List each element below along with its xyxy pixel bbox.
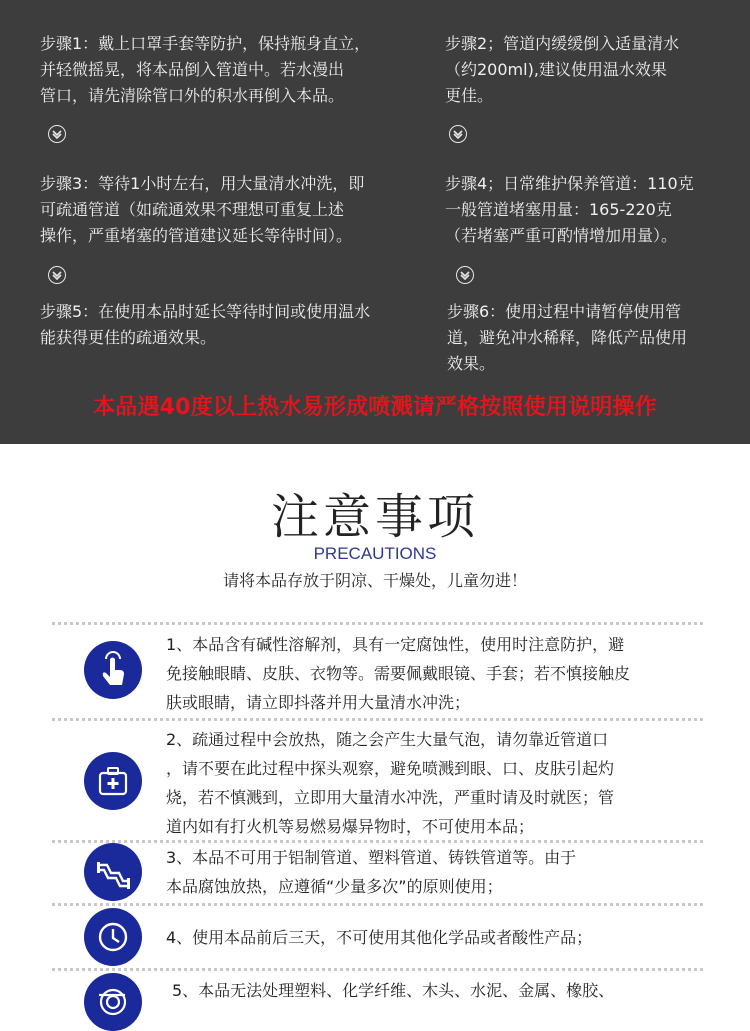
step-3-line: 步骤3：等待1小时左右，用大量清水冲洗，即 bbox=[40, 174, 365, 193]
precaution-5 bbox=[172, 976, 717, 1005]
step-5-line: 能获得更佳的疏通效果。 bbox=[40, 328, 217, 347]
step-6-line: 道，避免冲水稀释，降低产品使用 bbox=[447, 328, 688, 347]
step-1 bbox=[40, 31, 440, 109]
step-1-line: 并轻微摇晃，将本品倒入管道中。若水漫出 bbox=[40, 60, 345, 79]
precaution-line: 2、疏通过程中会放热，随之会产生大量气泡，请勿靠近管道口 bbox=[166, 730, 609, 749]
precaution-line: 肤或眼睛，请立即抖落并用大量清水冲洗； bbox=[166, 693, 471, 712]
divider bbox=[52, 903, 703, 906]
step-6 bbox=[447, 299, 742, 377]
step-6-line: 效果。 bbox=[447, 354, 496, 373]
step-1-line: 步骤1：戴上口罩手套等防护，保持瓶身直立， bbox=[40, 34, 371, 53]
page-subtitle: PRECAUTIONS bbox=[313, 544, 437, 563]
precaution-line: 本品腐蚀放热，应遵循“少量多次”的原则使用； bbox=[166, 877, 503, 896]
clock-icon bbox=[84, 908, 142, 966]
precaution-line: 烧，若不慎溅到，立即用大量清水冲洗，严重时请及时就医；管 bbox=[166, 788, 615, 807]
precaution-4 bbox=[166, 923, 711, 952]
step-4-line: 一般管道堵塞用量：165-220克 bbox=[445, 200, 672, 219]
pipe-icon bbox=[84, 843, 142, 901]
first-aid-icon bbox=[84, 752, 142, 810]
step-3 bbox=[40, 171, 440, 249]
hot-water-warning: 本品遇40度以上热水易形成喷溅请严格按照使用说明操作 bbox=[93, 395, 657, 420]
step-4-line: 步骤4；日常维护保养管道：110克 bbox=[445, 174, 694, 193]
step-5-line: 步骤5：在使用本品时延长等待时间或使用温水 bbox=[40, 302, 371, 321]
step-3-line: 操作，严重堵塞的管道建议延长等待时间）。 bbox=[40, 226, 353, 245]
instructions-panel bbox=[0, 0, 750, 444]
step-1-line: 管口，请先清除管口外的积水再倒入本品。 bbox=[40, 86, 345, 105]
step-2 bbox=[445, 31, 745, 109]
precaution-line: 4、使用本品前后三天，不可使用其他化学品或者酸性产品； bbox=[166, 928, 593, 947]
precaution-3 bbox=[166, 843, 711, 901]
divider bbox=[52, 968, 703, 971]
storage-note: 请将本品存放于阴凉、干燥处，儿童勿进！ bbox=[222, 571, 527, 590]
step-2-line: 更佳。 bbox=[445, 86, 494, 105]
precaution-line: 3、本品不可用于铝制管道、塑料管道、铸铁管道等。由于 bbox=[166, 848, 577, 867]
chevron-down-icon bbox=[48, 125, 66, 143]
precaution-line: 免接触眼睛、皮肤、衣物等。需要佩戴眼镜、手套；若不慎接触皮 bbox=[166, 664, 631, 683]
step-5 bbox=[40, 299, 445, 351]
chevron-down-icon bbox=[449, 125, 467, 143]
coil-icon bbox=[84, 973, 142, 1031]
precaution-line: 1、本品含有碱性溶解剂，具有一定腐蚀性，使用时注意防护，避 bbox=[166, 635, 625, 654]
step-2-line: 步骤2；管道内缓缓倒入适量清水 bbox=[445, 34, 680, 53]
precaution-line: 道内如有打火机等易燃易爆异物时，不可使用本品； bbox=[166, 817, 535, 836]
precaution-line: ，请不要在此过程中探头观察，避免喷溅到眼、口、皮肤引起灼 bbox=[166, 759, 615, 778]
precaution-line: 5、本品无法处理塑料、化学纤维、木头、水泥、金属、橡胶、 bbox=[172, 981, 615, 1000]
step-4 bbox=[445, 171, 745, 249]
page-title: 注意事项 bbox=[270, 489, 479, 545]
touch-icon bbox=[84, 641, 142, 699]
step-3-line: 可疏通管道（如疏通效果不理想可重复上述 bbox=[40, 200, 345, 219]
step-2-line: （约200ml),建议使用温水效果 bbox=[445, 60, 667, 79]
step-4-line: （若堵塞严重可酌情增加用量）。 bbox=[445, 226, 678, 245]
chevron-down-icon bbox=[456, 266, 474, 284]
precaution-1 bbox=[166, 630, 711, 717]
divider bbox=[52, 622, 703, 625]
chevron-down-icon bbox=[48, 266, 66, 284]
step-6-line: 步骤6：使用过程中请暂停使用管 bbox=[447, 302, 682, 321]
precaution-2 bbox=[166, 725, 711, 841]
divider bbox=[52, 718, 703, 721]
